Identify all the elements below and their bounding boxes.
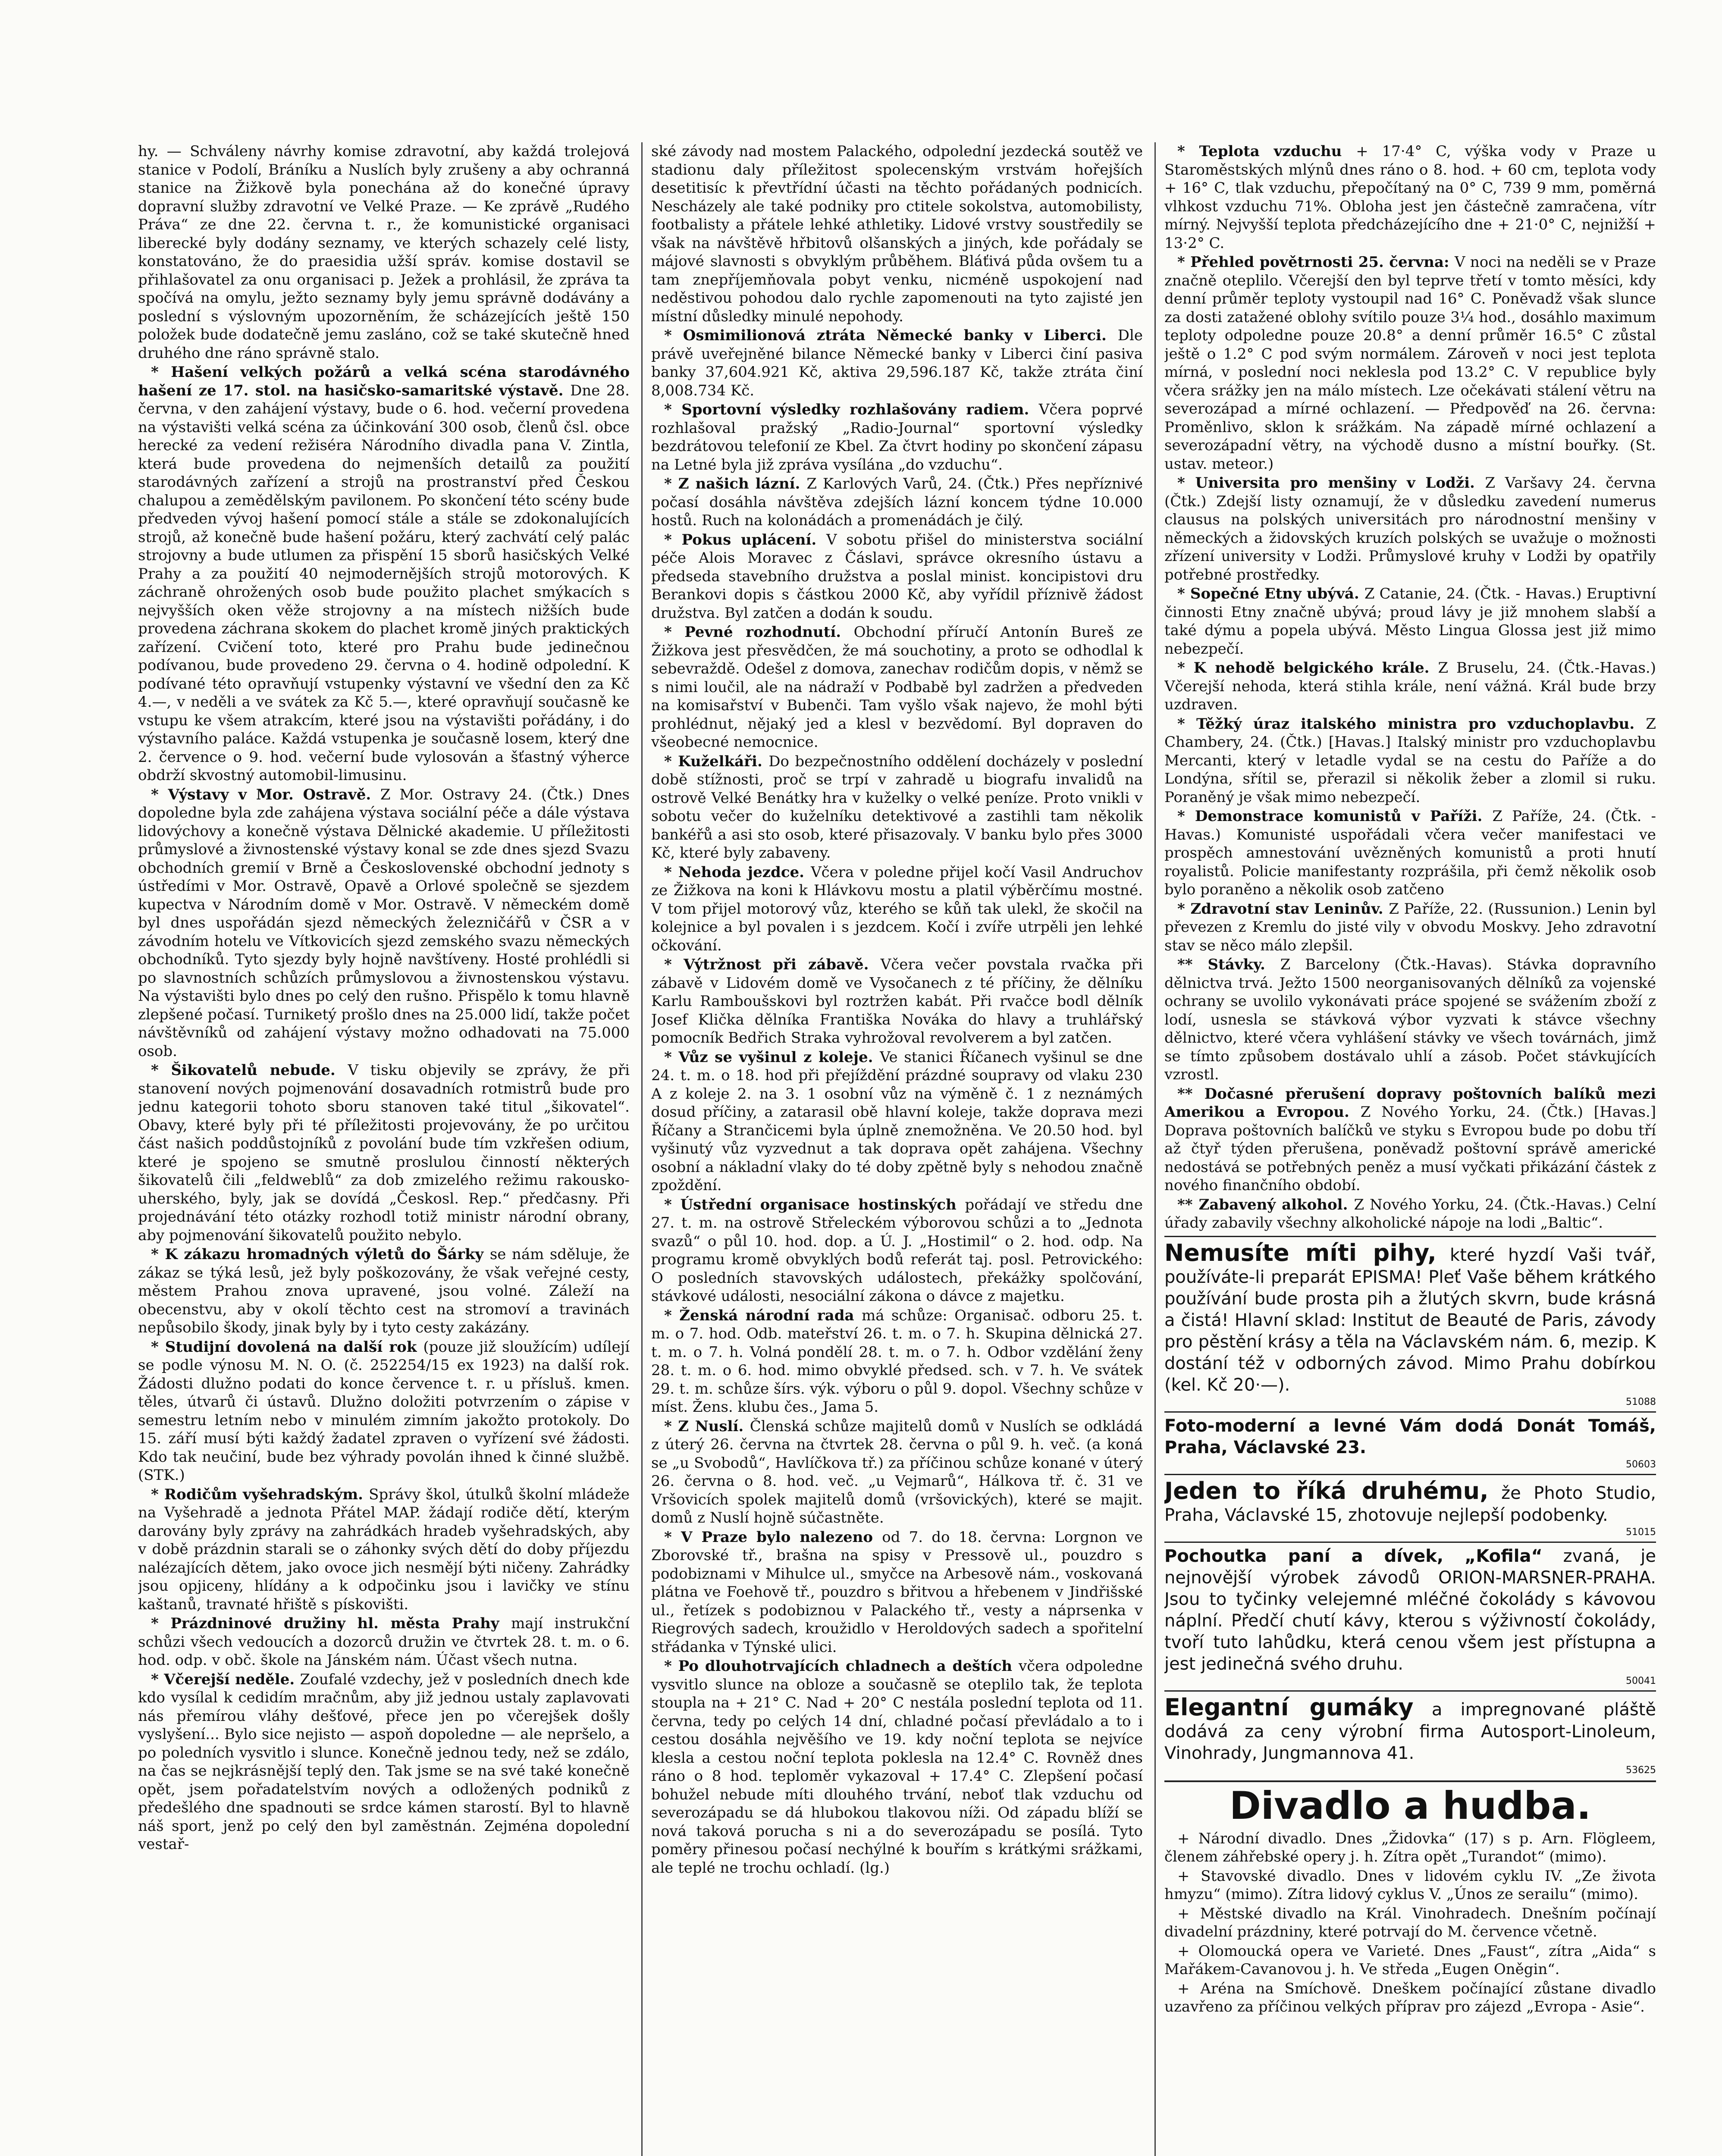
article-headline: * Z našich lázní. xyxy=(664,475,807,492)
article xyxy=(1164,956,1656,1084)
article-headline: * Výtržnost při zábavě. xyxy=(664,956,881,973)
article xyxy=(651,1417,1143,1527)
ad-gumaky-head: Elegantní gumáky xyxy=(1164,1693,1414,1721)
article-headline: * Z Nuslí. xyxy=(664,1417,750,1435)
article-headline: * Rodičům vyšehradským. xyxy=(151,1485,369,1503)
article-headline: * Vůz se vyšinul z koleje. xyxy=(664,1048,880,1066)
article-body: Z Nového Yorku, 24. (Čtk.) [Havas.] Doprava poštovních balíčků ve styku s Evropou bude po dobu tří až čtyř týden přerušena, poněvadž poštovní správě americké nedostává se potřebných peněz a musí vyčkati přikázání částek z nového finančního období. xyxy=(1164,1103,1656,1194)
theatre-item: + Městské divadlo na Král. Vinohradech. Dnešním počínají divadelní prázdniny, které potrvají do M. července včetně. xyxy=(1164,1905,1656,1940)
article xyxy=(651,142,1143,326)
ad-number: 53625 xyxy=(1626,1764,1656,1776)
ad-episma-head: Nemusíte míti pihy, xyxy=(1164,1239,1437,1266)
article-headline: ** Dočasné přerušení dopravy poštovních balíků mezi Amerikou a Evropou. xyxy=(1164,1085,1656,1121)
article-body: Z Catanie, 24. (Čtk. - Havas.) Eruptivní činnosti Etny značně ubývá; proud lávy je již mnohem slabší a také dýmu a popela ubývá. Město Lingua Glossa jest již mimo nebezpečí. xyxy=(1164,585,1656,658)
article-headline: * Teplota vzduchu xyxy=(1177,143,1356,160)
article-headline: * Přehled povětrnosti 25. června: xyxy=(1177,254,1455,271)
theatre-item: + Olomoucká opera ve Varieté. Dnes „Faust“, zítra „Aida“ s Mařákem-Cavanovou j. h. Ve středa „Eugen Oněgin“. xyxy=(1164,1942,1656,1978)
article xyxy=(651,401,1143,474)
ad-episma-text: které hyzdí Vaši tvář, používáte-li preparát EPISMA! Pleť Vaše během krátkého používání bude prosta pih a žlutých skvrn, bude krásná a čistá! Hlavní sklad: Institut de Beauté de Paris, závody pro pěstění krásy a těla na Václavském nám. 6, mezip. K dostání též v odborných závod. Mimo Prahu dobírkou (kel. Kč 20·—). xyxy=(1164,1245,1656,1395)
article xyxy=(138,1338,630,1485)
ad-photo-studio-text: že Photo Studio, Praha, Václavské 15, zhotovuje nejlepší podobenky. xyxy=(1164,1483,1656,1525)
article xyxy=(138,1245,630,1337)
article-headline: ** Stávky. xyxy=(1177,956,1280,973)
article xyxy=(138,786,630,1061)
article-columns xyxy=(138,142,1656,2156)
article-body: má schůze: Organisač. odboru 25. t. m. o 7. hod. Odb. mateřství 26. t. m. o 7. h. Skupina dělnická 27. t. m. o 7. h. Volná pondělí 28. t. m. o 7. h. Odbor vzdělání ženy 28. t. m. o 6. hod. mimo obvyklé předsed. sch. v 7. h. Ve svátek 29. t. m. schůze šírs. výk. výboru o půl 9. dopol. Všechny schůze v míst. Žens. klubu čes., Jama 5. xyxy=(651,1307,1143,1416)
article-body: Ve stanici Říčanech vyšinul se dne 24. t. m. o 18. hod při přejíždění prázdné soupravy od vlaku 230 A z koleje 2. na 3. 1 osobní vůz na výměně č. 1 z neznámých dosud příčiny, a zatarasil obě hlavní koleje, takže doprava mezi Říčany a Strančicemi byla úplně znemožněna. Ve 20.50 hod. byl vyšinutý vůz vyzvednut a tak doprava opět zahájena. Všechny osobní a nákladní vlaky do té doby zpětně byly s nehodou značně zpoždění. xyxy=(651,1048,1143,1194)
article-headline: * Po dlouhotrvajících chladnech a deštích xyxy=(664,1658,1019,1675)
article-headline: * Demonstrace komunistů v Paříži. xyxy=(1177,808,1493,825)
article-body: Z Paříže, 24. (Čtk. - Havas.) Komunisté uspořádali včera večer manifestaci ve prospěch amnestování uvězněných komunistů a proti hnutí royalistů. Policie manifestanty rozprášila, při čemž několik osob bylo poraněno a několik osob zatčeno xyxy=(1164,808,1656,898)
article-headline: * Pokus uplácení. xyxy=(664,531,826,548)
ad-number: 51088 xyxy=(1626,1396,1656,1407)
column-3 xyxy=(1164,142,1656,2156)
ad-foto xyxy=(1164,1411,1656,1470)
article xyxy=(651,623,1143,752)
theatre-item: + Stavovské divadlo. Dnes v lidovém cyklu IV. „Ze života hmyzu“ (mimo). Zítra lidový cyklus V. „Únos ze serailu“ (mimo). xyxy=(1164,1867,1656,1903)
ad-photo-studio-head: Jeden to říká druhému, xyxy=(1164,1477,1489,1504)
article-body: včera odpoledne vysvitlo slunce na obloze a současně se oteplilo tak, že teplota stoupla na + 21° C. Nad + 20° C nestála poslední teplota od 11. června, tedy po celých 14 dní, chladné počasí převládalo a to i cestou dosáhla nejvěšího ve 19. kdy noční teplota se nejvíce klesla a cestou noční teplota poklesla na 12.4° C. Rovněž dnes ráno o 8 hod. teploměr vykazoval + 17.4° C. Zlepšení počasí bohužel nebude míti dlouhého trvání, neboť tlak vzduchu od severozápadu se dá hlubokou tlakovou níži. Od západu blíží se nová taková porucha s ni a do severozápadu se posílá. Tyto poměry přinesou počasí nechýlné k bouřím s krátkými srážkami, ale teplé ne trochu ochladí. (lg.) xyxy=(651,1658,1143,1877)
article-headline: * Universita pro menšiny v Lodži. xyxy=(1177,474,1485,492)
article xyxy=(138,1061,630,1244)
section-title: Divadlo a hudba. xyxy=(1164,1780,1656,1830)
ad-kofila xyxy=(1164,1542,1656,1687)
column-3-articles xyxy=(1164,142,1656,1232)
article-body: (pouze již sloužícím) udílejí se podle výnosu M. N. O. (č. 252254/15 ex 1923) na další rok. Žádosti dlužno podati do konce července t. r. u přísluš. kmen. těles, útvarů či ústavů. Dlužno doložiti potvrzením o zápise v semestru letním nebo v minulém zimním jakožto protokoly. Do 15. září musí býti každý žadatel zpraven o vyřízení své žádosti. Kdo tak neučiní, bude bez výhrady povolán ihned k činné službě. (STK.) xyxy=(138,1338,630,1484)
article xyxy=(1164,900,1656,955)
ad-number: 50603 xyxy=(1626,1459,1656,1470)
ad-kofila-head: Pochoutka paní a dívek, „Kofila“ xyxy=(1164,1546,1543,1566)
theatre-item: + Národní divadlo. Dnes „Židovka“ (17) s p. Arn. Flögleem, členem záhřebské opery j. h. Zítra opět „Turandot“ (mimo). xyxy=(1164,1830,1656,1865)
article xyxy=(138,1614,630,1670)
article xyxy=(1164,1196,1656,1232)
article-body: se nám sděluje, že zákaz se týká lesů, jež byly poškozovány, že však veřejné cesty, městem Prahou znova upravené, jsou volné. Záleží na obecenstvu, aby v okolí těchto cest na stromoví a travinách nepůsobilo škody, jinak byly by i tyto cesty zakázány. xyxy=(138,1246,630,1336)
article xyxy=(1164,253,1656,473)
article-headline: * Sportovní výsledky rozhlašovány radiem. xyxy=(664,401,1039,418)
article-headline: * Těžký úraz italského ministra pro vzduchoplavbu. xyxy=(1177,715,1646,733)
article-headline: * Pevné rozhodnutí. xyxy=(664,624,854,641)
article xyxy=(1164,715,1656,807)
article-body: Obchodní příručí Antonín Bureš ze Žižkova jest přesvědčen, že má souchotiny, a proto se odhodlal k sebevraždě. Odešel z domova, zanechav rodičům dopis, v němž se s nimi loučil, ale na nádraží v Podbabě byl zadržen a předveden na komisařství v Bubenči. Tam vyšlo však najevo, že mohl býti prohlédnut, nějaký jed a klesl v bezvědomí. Byl dopraven do všeobecné nemocnice. xyxy=(651,624,1143,751)
article-body: Z Chambery, 24. (Čtk.) [Havas.] Italský ministr pro vzduchoplavbu Mercanti, který v letadle vydal se na cestu do Paříže a do Londýna, sřítil se, přerazil si několik žeber a zlomil si ruku. Poraněný je však mimo nebezpečí. xyxy=(1164,715,1656,806)
ad-number: 51015 xyxy=(1626,1526,1656,1538)
article xyxy=(1164,474,1656,584)
article xyxy=(651,752,1143,862)
article xyxy=(1164,142,1656,252)
article-headline: * Šikovatelů nebude. xyxy=(151,1062,348,1079)
article-body: Do bezpečnostního oddělení docházely v poslední době stížnosti, proč se trpí v zahradě u biografu invalidů na ostrově Velké Benátky hra v kuželky o velké peníze. Proto vnikli v sobotu večer do kuželníku detektivové a zastihli tam několik bankéřů a asi sto osob, které přisazovaly. V banku bylo přes 3000 Kč, které byly zabaveny. xyxy=(651,752,1143,862)
article-headline: * Ženská národní rada xyxy=(664,1307,862,1324)
article-body: Včera v poledne přijel kočí Vasil Andruchov ze Žižkova na koni k Hlávkovu mostu a platil výběrčímu mostné. V tom přijel motorový vůz, kterého se kůň tak ulekl, že skočil na kolejnice a byl povalen i s jezdcem. Kočí i zvíře utrpěli jen lehké očkování. xyxy=(651,863,1143,954)
article xyxy=(651,863,1143,955)
article-body: V sobotu přišel do ministerstva sociální péče Alois Moravec z Čáslavi, správce okresního ústavu a předseda stavebního družstva a poslal minist. koncipistovi dru Berankovi dopis s částkou 2000 Kč, aby vyřídil příznivě žádost družstva. Byl zatčen a dodán k soudu. xyxy=(651,531,1143,622)
article xyxy=(1164,585,1656,658)
article-body: ské závody nad mostem Palackého, odpolední jezdecká soutěž ve stadionu daly příležitost spolecenským vrstvám hořejších desetitisíc k převtřídní účasti na těchto pořádaných podnicích. Nescházely ale také podniky pro ctitele sokolstva, automobilisty, footbalisty a přátele lehké athletiky. Lidové vrstvy soustředily se však na návštěvě hřbitovů olšanských a jiných, kde pořádaly se májové slavnosti s obvyklým průběhem. Bláťivá půda ovšem tu a tam znepříjemňovala pobyt venku, nicméně uspokojení nad neděstivou pohodou dalo rychle zapomenouti na tyto zajisté jen místní důsledky minulé nepohody. xyxy=(651,143,1143,325)
article xyxy=(651,1048,1143,1195)
article-body: Zoufalé vzdechy, jež v posledních dnech kde kdo vysílal k cedidím mračnům, aby již jednou ustaly zaplavovati nás přemírou vláhy dešťové, přece jen po včerejšek došly vyslyšení... Bylo sice nejisto — aspoň dopoledne — ale nepršelo, a po poledních vysvitlo i slunce. Konečně jednou tedy, než se zdálo, na čas se nejkrásnější teplý den. Tak jsme se na své také konečně opět, jsem pořadatelstvím nových a odložených podniků z předešlého dne spadnouti se srdce kámen starostí. Byl to hlavně náš sport, jenž po celý den byl zaměstnán. Zejména dopolední vestař- xyxy=(138,1670,630,1853)
article-headline: ** Zabavený alkohol. xyxy=(1177,1196,1354,1213)
article xyxy=(651,1196,1143,1306)
article xyxy=(138,142,630,362)
article-body: Včera večer povstala rvačka při zábavě v Lidovém domě ve Vysočanech z té příčiny, že dělníku Karlu Ramboušskovi byl roztržen kabát. Při rvačce bodl dělník Josef Klička dělníka Františka Nováka do hlavy a truhlářský pomocník Bedřich Straka vyhrožoval revolverem a byl zatčen. xyxy=(651,956,1143,1047)
article-headline: * V Praze bylo nalezeno xyxy=(664,1528,882,1546)
article xyxy=(651,475,1143,530)
article-body: Dle právě uveřejněné bilance Německé banky v Liberci činí pasiva banky 37,604.921 Kč, aktiva 29,596.187 Kč, takže ztráta činí 8,008.734 Kč. xyxy=(651,327,1143,399)
article-body: Z Bruselu, 24. (Čtk.-Havas.) Včerejší nehoda, která stihla krále, není vážná. Král bude brzy uzdraven. xyxy=(1164,659,1656,713)
article-headline: * K zákazu hromadných výletů do Šárky xyxy=(151,1246,490,1263)
article xyxy=(138,1670,630,1854)
article-headline: * Výstavy v Mor. Ostravě. xyxy=(151,786,380,803)
article xyxy=(1164,807,1656,899)
article-body: Správy škol, útulků školní mládeže na Vyšehradě a jednota Přátel MAP. žádají rodiče dětí, kterým darovány byly zprávy na zahrádkách hradeb vyšehradských, aby v době prázdnin starali se o záhonky svých dětí do doby příjezdu nalézajících dětem, jako ovoce jich nesmějí býti ničeny. Zahrádky jsou opjiceny, hlídány a k odpočinku jsou i lavičky ve stínu kaštanů, travnaté hřiště s pískovišti. xyxy=(138,1485,630,1613)
ad-episma xyxy=(1164,1236,1656,1408)
article-headline: * Zdravotní stav Leninův. xyxy=(1177,900,1389,918)
article-body: mají instrukční schůzi všech vedoucích a dozorců družin ve čtvrtek 28. t. m. o 6. hod. odp. v obč. škole na Jánském nám. Účast všech nutna. xyxy=(138,1615,630,1669)
article-headline: * Nehoda jezdce. xyxy=(664,863,811,881)
article xyxy=(651,1528,1143,1657)
article-body: pořádají ve středu dne 27. t. m. na ostrově Střeleckém výborovou schůzi a to „Jednota svazů“ o půl 10. hod. dop. a Ú. J. „Hostimil“ o 2. hod. odp. Na programu kromě obvyklých bodů referát taj. posl. Petrovického: O posledních stavovských událostech, překážky spolčování, stávkové události, nesociální zákona o dávce z majetku. xyxy=(651,1196,1143,1305)
article-headline: * Prázdninové družiny hl. města Prahy xyxy=(151,1615,511,1632)
article xyxy=(651,531,1143,623)
article-body: Z Mor. Ostravy 24. (Čtk.) Dnes dopoledne byla zde zahájena výstava sociální péče a dále výstava lidovýchovy a konečně výstava Dělnické akademie. U příležitosti průmyslové a živnostenské výstavy konal se zde dnes sjezd Svazu obchodních gremií v Brně a Československé obchodní jednoty s ústředími v Mor. Ostravě, Opavě a Orlové společně se sjezdem kupectva v Národním domě v Mor. Ostravě. V německém domě byl dnes uspořádán sjezd německých železničářů v ČSR a v závodním hotelu ve Vítkovicích sjezd zemského svazu německých obchodníků. Tyto sjezdy byly hojně navštíveny. Hosté prohlédli si po slavnostních schůzích průmyslovou a živnostenskou výstavu. Na výstavišti bylo dnes po celý den rušno. Přispělo k tomu hlavně zlepšené počasí. Turniketý prošlo dnes na 25.000 lidí, takže počet návštěvníků od zahájení výstavy možno odhadovati na 75.000 osob. xyxy=(138,786,630,1060)
article-body: Z Barcelony (Čtk.-Havas). Stávka dopravního dělnictva trvá. Ježto 1500 neorganisovaných dělníků za vojenské ochrany se uvolilo vykonávati práce spojené se svážením zboží z lodí, usnesla se stávková výbor vyzvati k stávce všechny dělnictvo, které včera vyhlášení stávky ve všech továrnách, jimž se tímto způsobem dostávalo uhlí a zásob. Počet stávkujících vzrostl. xyxy=(1164,956,1656,1083)
article-body: V noci na neděli se v Praze značně oteplilo. Včerejší den byl teprve třetí v tomto měsíci, kdy denní průměr teploty vystoupil nad 16° C. Poněvadž však slunce za dosti zatažené oblohy svítilo pouze 3¼ hod., dosáhlo maximum teploty odpoledne pouze 20.8° a denní průměr 16.5° C zůstal ještě o 1.2° C pod svým normálem. Zároveň v noci jest teplota mírná, v poslední noci neklesla pod 13.2° C. V republice byly včera srážky jen na málo místech. Lze očekávati stálení větru na severozápad a mírné ochlazení. — Předpověď na 26. června: Proměnlivo, sklon k srážkám. Na západě mírné ochlazení a severozápadní větry, na východě dusno a místní bouřky. (St. ustav. meteor.) xyxy=(1164,254,1656,473)
article-body: Dne 28. června, v den zahájení výstavy, bude o 6. hod. večerní provedena na výstavišti velká scéna za účinkování 300 osob, členů čsl. obce herecké za vedení režiséra Národního divadla pana V. Zintla, která bude provedena do nejmenších detailů za použití starodávných zařízení a strojů na prostranství před Českou chalupou a zemědělským pavilonem. Po skončení této scény bude předveden vývoj hašení pomocí stále a stále se zdokonalujících strojů, až konečně bude hašení požáru, který zachvátí celý palác strojovny a bude utlumen za přispění 15 sborů hasičských Velké Prahy a za použití 40 nejmodernějších strojů motorových. K záchraně ohrožených osob bude použito plachet smýkacích s nejvyšších oken věže strojovny a na místech nižších bude provedena záchrana skokem do plachet kromě jiných praktických zařízení. Cvičení toto, které pro Prahu bude jedinečnou podívanou, bude provedeno 29. června o 4. hodině odpolední. K podívané této opravňují vstupenky výstavní ve všední den za Kč 4.—, v neděli a ve svátek za Kč 5.—, které opravňují současně ke vstupu ke všem atrakcím, které jsou na výstavišti pořádány, i do výstavního paláce. Každá vstupenka je současně losem, který dne 2. července o 9. hod. večerní bude vylosován a šťastný výherce obdrží skvostný automobil-limusinu. xyxy=(138,382,630,784)
article-body: Z Nového Yorku, 24. (Čtk.-Havas.) Celní úřady zabavily všechny alkoholické nápoje na lodi „Baltic“. xyxy=(1164,1196,1656,1232)
article-body: Z Karlových Varů, 24. (Čtk.) Přes nepříznivé počasí dosáhla návštěva zdejších lázní koncem týdne 10.000 hostů. Ruch na kolonádách a promenádách je čilý. xyxy=(651,475,1143,529)
article-headline: * Kuželkáři. xyxy=(664,752,769,770)
ad-gumaky xyxy=(1164,1690,1656,1776)
ad-foto-text: Foto-moderní a levné Vám dodá Donát Tomáš, Praha, Václavské 23. xyxy=(1164,1416,1656,1457)
article xyxy=(651,1307,1143,1416)
article xyxy=(1164,1085,1656,1195)
article-body: + 17·4° C, výška vody v Praze u Staroměstských mlýnů dnes ráno o 8. hod. + 60 cm, teplota vody + 16° C, tlak vzduchu, přepočítaný na 0° C, 739 9 mm, poměrná vlhkost vzduchu 71%. Obloha jest jen částečně zamračena, vítr mírný. Nejvyšší teplota předcházejícího dne + 21·0° C, nejnižší + 13·2° C. xyxy=(1164,143,1656,252)
column-2 xyxy=(651,142,1143,2156)
article-headline: * Hašení velkých požárů a velká scéna starodávného hašení ze 17. stol. na hasičsko-samaritské výstavě. xyxy=(138,364,630,399)
article-headline: * Studijní dovolená na další rok xyxy=(151,1338,423,1356)
ad-kofila-text: zvaná, je nejnovější výrobek závodů ORION-MARSNER-PRAHA. Jsou to tyčinky velejemné mléčné čokolády s kávovou náplní. Předčí chutí kávy, kterou s výživností čokolády, tvoří tuto lahůdku, která cenou všem jest přístupna a jest jedinečná svého druhu. xyxy=(1164,1546,1656,1674)
column-1 xyxy=(138,142,630,2156)
article xyxy=(651,956,1143,1047)
article-body: Včera poprvé rozhlašoval pražský „Radio-Journal“ sportovní výsledky bezdrátovou telefonií ze Kbel. Za čtvrt hodiny po skončení zápasu na Letné byla již zpráva vysílána „do vzduchu“. xyxy=(651,401,1143,473)
article-body: Z Paříže, 22. (Russunion.) Lenin byl převezen z Kremlu do jisté vily v obvodu Moskvy. Jeho zdravotní stav se něco málo zlepšil. xyxy=(1164,900,1656,954)
article xyxy=(138,1485,630,1614)
article xyxy=(138,363,630,785)
theatre-listings xyxy=(1164,1830,1656,2016)
article-body: Členská schůze majitelů domů v Nuslích se odkládá z úterý 26. června na čtvrtek 28. června o půl 9. h. več. (a koná se „u Svobodů“, Havlíčkova tř.) za příčinou schůze konané v úterý 26. června o 8. hod. več. „u Vejmarů“, Hálkova tř. č. 31 ve Vršovicích spolek majitelů domů (vršovických), které se majit. domů z Nuslí hojně súčastněte. xyxy=(651,1417,1143,1526)
article-body: hy. — Schváleny návrhy komise zdravotní, aby každá trolejová stanice v Podolí, Bráníku a Nuslích byly zrušeny a aby ochranná stanice na Žižkově byla ponechána až do konečné úpravy dopravní služby zdravotní ve Velké Praze. — Ke zprávě „Rudého Práva“ ze dne 22. června t. r., že komunistické organisaci liberecké byly dodány seznamy, ve kterých schazely celé listy, konstatováno, že do praesidia užší správ. komise dostavil se přihlašovatel za onu organisaci p. Ježek a prohlásil, že zpráva ta spočívá na omylu, ježto seznamy byly jemu správně dodávány a poslední s výslovným upozorněním, že scházejících ještě 150 položek bude dodatečně jemu zasláno, což se také skutečně hned druhého dne ráno správně stalo. xyxy=(138,143,630,362)
ad-number: 50041 xyxy=(1626,1675,1656,1686)
theatre-item: + Aréna na Smíchově. Dneškem počínající zůstane divadlo uzavřeno za příčinou velkých příprav pro zájezd „Evropa - Asie“. xyxy=(1164,1980,1656,2015)
ad-photo-studio xyxy=(1164,1474,1656,1538)
article-headline: * Sopečné Etny ubývá. xyxy=(1177,585,1364,602)
article xyxy=(651,1657,1143,1877)
article-body: Z Varšavy 24. června (Čtk.) Zdejší listy oznamují, že v důsledku zavedení numerus clausus na polských universitách pro národnostní menšiny v německých a židovských kruzích polských se uvažuje o možnosti zřízení university v Lodži. Průmyslové kruhy v Lodži by opatřily potřebné prostředky. xyxy=(1164,474,1656,583)
article-headline: * K nehodě belgického krále. xyxy=(1177,659,1438,677)
article-body: V tisku objevily se zprávy, že při stanovení nových pojmenování dosavadních rotmistrů bude pro jednu kategorii tohoto sboru stanoven také titul „šikovatel“. Obavy, které byly při té příležitosti projevovány, že po určitou část našich poddůstojníků z povolání bude tím vzkřešen odium, které je spojeno se smutně proslulou činností některých šikovatelů čili „feldweblů“ za dob zmizelého režimu rakousko-uherského, byly, jak se dovídá „Českosl. Rep.“ předčasny. Při projednávání této otázky rozhodl totiž ministr národní obrany, aby pojmenování šikovatelů použito nebylo. xyxy=(138,1062,630,1244)
article-body: od 7. do 18. června: Lorgnon ve Zborovské tř., brašna na spisy v Pressově ul., pouzdro s podobiznami v Mihulce ul., smyčce na Arbesově nám., voskovaná plátna ve Foehově tř., pouzdro s břitvou a hřebenem v Jindřišské ul., řetízek s podobiznou v Palackého tř., vesty a náprsenka v Riegrových sadech, kroužidlo v Heroldových sadech a spořitelní střádanka v Týnské ulici. xyxy=(651,1528,1143,1656)
article xyxy=(1164,659,1656,714)
article-headline: * Ústřední organisace hostinských xyxy=(664,1196,965,1213)
article-headline: * Osmimilionová ztráta Německé banky v Liberci. xyxy=(664,327,1118,344)
article-headline: * Včerejší neděle. xyxy=(151,1670,300,1688)
article xyxy=(651,326,1143,400)
ad-gumaky-text: a impregnované pláště dodává za ceny výrobní firma Autosport-Linoleum, Vinohrady, Jungmannova 41. xyxy=(1164,1699,1656,1763)
